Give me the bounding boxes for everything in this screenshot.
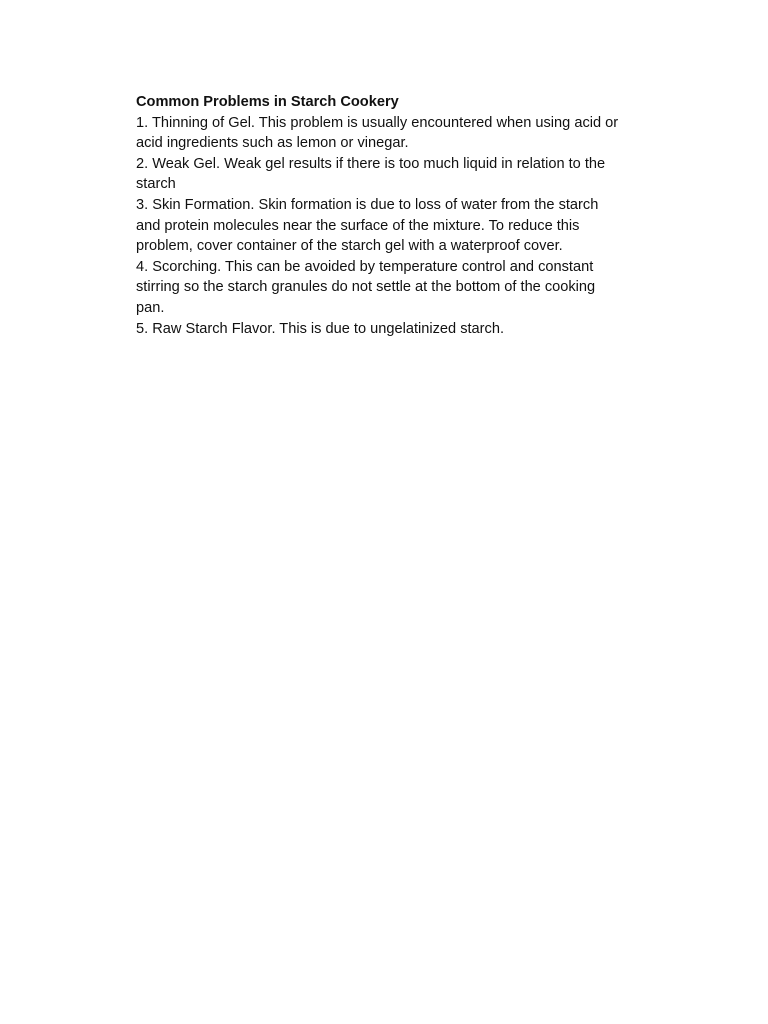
list-item-thinning-of-gel: 1. Thinning of Gel. This problem is usually encountered when using acid or acid ingredients such as lemon or vinegar. — [136, 114, 619, 152]
document-body — [136, 92, 626, 339]
list-item-scorching: 4. Scorching. This can be avoided by temperature control and constant stirring so the starch granules do not settle at the bottom of the cooking pan. — [136, 258, 596, 316]
list-item-raw-starch-flavor: 5. Raw Starch Flavor. This is due to ungelatinized starch. — [136, 320, 505, 337]
list-item-weak-gel: 2. Weak Gel. Weak gel results if there is too much liquid in relation to the starch — [136, 155, 606, 193]
document-title: Common Problems in Starch Cookery — [136, 94, 399, 110]
list-item-skin-formation: 3. Skin Formation. Skin formation is due to loss of water from the starch and protein molecules near the surface of the mixture. To reduce this problem, cover container of the starch gel with a waterproof cover. — [136, 196, 599, 255]
